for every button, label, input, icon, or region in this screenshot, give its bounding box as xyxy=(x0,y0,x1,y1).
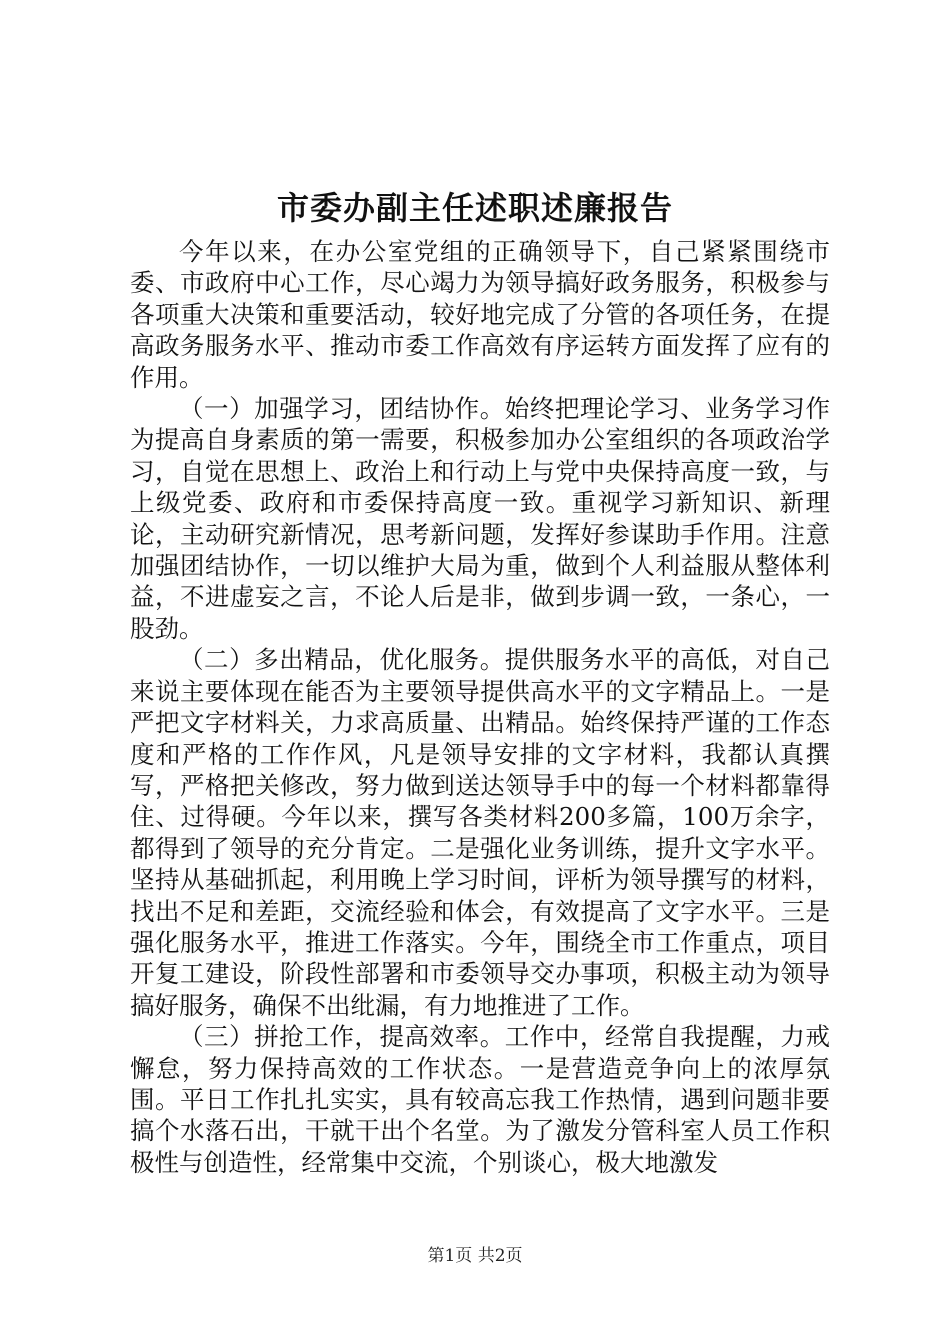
document-body xyxy=(130,236,830,1178)
paragraph-section-2: （二）多出精品，优化服务。提供服务水平的高低，对自己来说主要体现在能否为主要领导提供高水平的文字精品上。一是严把文字材料关，力求高质量、出精品。始终保持严谨的工作态度和严格的工作作风，凡是领导安排的文字材料，我都认真撰写，严格把关修改，努力做到送达领导手中的每一个材料都靠得住、过得硬。今年以来，撰写各类材料200多篇，100万余字，都得到了领导的充分肯定。二是强化业务训练，提升文字水平。坚持从基础抓起，利用晚上学习时间，评析为领导撰写的材料，找出不足和差距，交流经验和体会，有效提高了文字水平。三是强化服务水平，推进工作落实。今年，围绕全市工作重点，项目开复工建设，阶段性部署和市委领导交办事项，积极主动为领导搞好服务，确保不出纰漏，有力地推进了工作。 xyxy=(130,645,830,1020)
paragraph-intro: 今年以来，在办公室党组的正确领导下，自己紧紧围绕市委、市政府中心工作，尽心竭力为领导搞好政务服务，积极参与各项重大决策和重要活动，较好地完成了分管的各项任务，在提高政务服务水平、推动市委工作高效有序运转方面发挥了应有的作用。 xyxy=(130,237,830,392)
document-title: 市委办副主任述职述廉报告 xyxy=(276,189,673,227)
paragraph-section-3: （三）拼抢工作，提高效率。工作中，经常自我提醒，力戒懈怠，努力保持高效的工作状态。一是营造竞争向上的浓厚氛围。平日工作扎扎实实，具有较高忘我工作热情，遇到问题非要搞个水落石出，干就干出个名堂。为了激发分管科室人员工作积极性与创造性，经常集中交流，个别谈心，极大地激发 xyxy=(130,1022,830,1177)
page-number-footer: 第1页 共2页 xyxy=(427,1246,523,1266)
paragraph-section-1: （一）加强学习，团结协作。始终把理论学习、业务学习作为提高自身素质的第一需要，积极参加办公室组织的各项政治学习，自觉在思想上、政治上和行动上与党中央保持高度一致，与上级党委、政府和市委保持高度一致。重视学习新知识、新理论，主动研究新情况，思考新问题，发挥好参谋助手作用。注意加强团结协作，一切以维护大局为重，做到个人利益服从整体利益，不进虚妄之言，不论人后是非，做到步调一致，一条心，一股劲。 xyxy=(130,394,830,643)
